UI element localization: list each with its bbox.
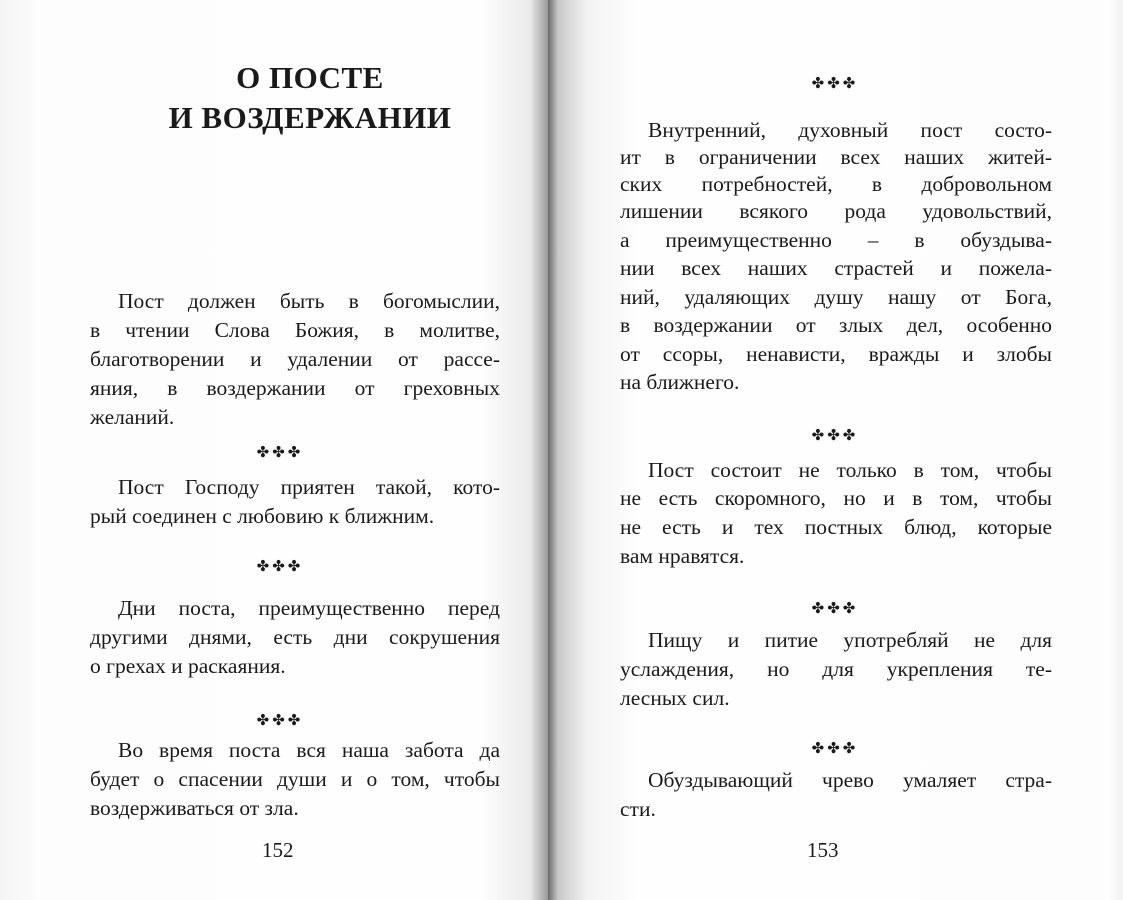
left-page: [0, 0, 548, 900]
separator-ornament: ✤✤✤: [256, 713, 304, 729]
paragraph-4-line: Обуздывающий чрево умаляет стра-: [648, 768, 1052, 792]
separator-ornament: ✤✤✤: [811, 76, 859, 92]
right-page: [548, 0, 1123, 900]
paragraph-1-line: желаний.: [90, 405, 175, 429]
paragraph-2-line: не есть скоромного, но и в том, чтобы: [620, 486, 1052, 510]
separator-ornament: ✤✤✤: [256, 559, 304, 575]
paragraph-3-line: лесных сил.: [620, 686, 730, 710]
paragraph-1-line: ит в ограничении всех наших житей-: [620, 145, 1052, 169]
paragraph-2-line: Пост Господу приятен такой, кото-: [118, 475, 500, 499]
paragraph-1-line: в воздержании от злых дел, особенно: [620, 313, 1052, 337]
separator-ornament: ✤✤✤: [256, 445, 304, 461]
paragraph-3-line: Пищу и питие употребляй не для: [648, 628, 1052, 652]
paragraph-1-line: ний, удаляющих душу нашу от Бога,: [620, 285, 1052, 309]
paragraph-2-line: вам нравятся.: [620, 544, 745, 568]
chapter-title-line-2: И ВОЗДЕРЖАНИИ: [168, 100, 452, 135]
paragraph-1-line: в чтении Слова Божия, в молитве,: [90, 318, 500, 342]
paragraph-1-line: от ссоры, ненависти, вражды и злобы: [620, 342, 1052, 366]
paragraph-1-line: на ближнего.: [620, 370, 740, 394]
paragraph-3-line: о грехах и раскаяния.: [90, 654, 286, 678]
paragraph-1-line: ских потребностей, в добровольном: [620, 172, 1052, 196]
paragraph-1-line: яния, в воздержании от греховных: [90, 376, 500, 400]
paragraph-1-line: нии всех наших страстей и пожела-: [620, 256, 1052, 280]
paragraph-4-line: сти.: [620, 797, 656, 821]
separator-ornament: ✤✤✤: [811, 428, 859, 444]
paragraph-3-line: услаждения, но для укрепления те-: [620, 657, 1052, 681]
page-number: 152: [262, 838, 294, 862]
paragraph-4-line: Во время поста вся наша забота да: [118, 738, 500, 762]
separator-ornament: ✤✤✤: [811, 601, 859, 617]
separator-ornament: ✤✤✤: [811, 741, 859, 757]
paragraph-2-line: Пост состоит не только в том, чтобы: [648, 458, 1052, 482]
paragraph-3-line: Дни поста, преимущественно перед: [118, 596, 500, 620]
page-number: 153: [807, 838, 839, 862]
paragraph-1-line: лишении всякого рода удовольствий,: [620, 199, 1052, 223]
paragraph-1-line: Внутренний, духовный пост состо-: [648, 118, 1052, 142]
paragraph-4-line: будет о спасении души и о том, чтобы: [90, 767, 500, 791]
paragraph-1-line: Пост должен быть в богомыслии,: [118, 289, 500, 313]
chapter-title-line-1: О ПОСТЕ: [236, 60, 384, 95]
paragraph-2-line: не есть и тех постных блюд, которые: [620, 515, 1052, 539]
paragraph-2-line: рый соединен с любовию к ближним.: [90, 504, 435, 528]
paragraph-1-line: благотворении и удалении от рассе-: [90, 347, 500, 371]
paragraph-1-line: а преимущественно – в обуздыва-: [620, 228, 1052, 252]
paragraph-3-line: другими днями, есть дни сокрушения: [90, 625, 500, 649]
paragraph-4-line: воздерживаться от зла.: [90, 796, 299, 820]
